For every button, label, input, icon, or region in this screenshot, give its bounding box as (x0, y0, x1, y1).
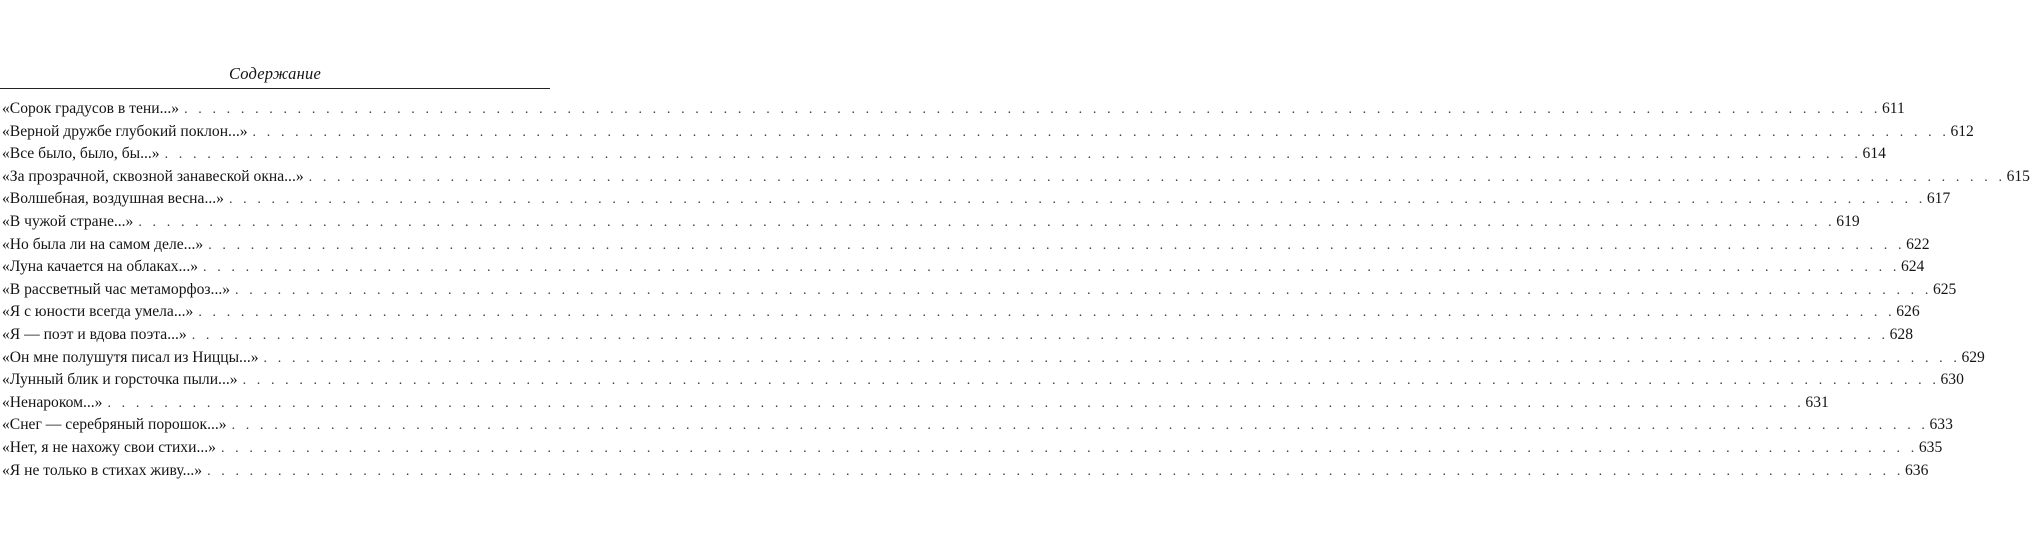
toc-entry-title: «Но была ли на самом деле...» (2, 235, 204, 253)
dot-leader: . . . . . . . . . . . . . . . . . . . . . . . . . . . . . . . . . . . . . . . . . . . . . . . . . . . . . . . . . . . . . . . . . . . . . . . . . . . . . . . . . . . . . . . . . . . . . . . . . . . . . . . . . . . . . . . . . . . . . . . . (107, 395, 1805, 411)
toc-entry (2, 437, 1943, 460)
toc-entry-title: «Он мне полушутя писал из Ниццы...» (2, 348, 259, 366)
toc-entry (2, 121, 1974, 144)
toc-entry (2, 234, 1930, 257)
toc-entry-title: «Я — поэт и вдова поэта...» (2, 325, 187, 343)
toc-entry (2, 414, 1953, 437)
dot-leader: . . . . . . . . . . . . . . . . . . . . . . . . . . . . . . . . . . . . . . . . . . . . . . . . . . . . . . . . . . . . . . . . . . . . . . . . . . . . . . . . . . . . . . . . . . . . . . . . . . . . . . . . . . . . . . . . . . . . . . . . (207, 463, 1904, 479)
page-header-title: Содержание (228, 64, 321, 83)
toc-entry-page-number: 611 (1881, 100, 1905, 117)
toc-entry-title: «Лунный блик и горсточка пыли...» (2, 371, 238, 389)
toc-entry-page-number: 630 (1940, 371, 1964, 389)
toc-entry-page-number: 617 (1926, 190, 1951, 208)
toc-entry-title: «За прозрачной, сквозной занавеской окна...» (2, 167, 304, 185)
dot-leader: . . . . . . . . . . . . . . . . . . . . . . . . . . . . . . . . . . . . . . . . . . . . . . . . . . . . . . . . . . . . . . . . . . . . . . . . . . . . . . . . . . . . . . . . . . . . . . . . . . . . . . . . . . . . . . . . . . . . . . . . (228, 192, 1926, 208)
toc-entry-page-number: 614 (1862, 145, 1886, 163)
toc-entry-page-number: 619 (1836, 212, 1860, 230)
toc-entry-title: «В чужой стране...» (2, 212, 134, 230)
dot-leader: . . . . . . . . . . . . . . . . . . . . . . . . . . . . . . . . . . . . . . . . . . . . . . . . . . . . . . . . . . . . . . . . . . . . . . . . . . . . . . . . . . . . . . . . . . . . . . . . . . . . . . . . . . . . . . . . . . . . . . . . (235, 282, 1932, 298)
toc-entry-title: «Сорок градусов в тени...» (2, 100, 180, 117)
toc-entry-title: «Все было, было, бы...» (2, 145, 160, 163)
toc-entry (2, 188, 1951, 211)
dot-leader: . . . . . . . . . . . . . . . . . . . . . . . . . . . . . . . . . . . . . . . . . . . . . . . . . . . . . . . . . . . . . . . . . . . . . . . . . . . . . . . . . . . . . . . . . . . . . . . . . . . . . . . . . . . . . . . . . . . . . . . . (208, 237, 1906, 253)
toc-entry-page-number: 633 (1929, 416, 1953, 434)
toc-entry (2, 369, 1964, 392)
toc-entry-page-number: 628 (1889, 325, 1913, 343)
toc-entry-title: «Ненароком...» (2, 393, 103, 411)
toc-entry-title: «Я не только в стихах живу...» (2, 461, 203, 479)
dot-leader: . . . . . . . . . . . . . . . . . . . . . . . . . . . . . . . . . . . . . . . . . . . . . . . . . . . . . . . . . . . . . . . . . . . . . . . . . . . . . . . . . . . . . . . . . . . . . . . . . . . . . . . . . . . . . . . . . . . . . . . . (242, 373, 1940, 389)
dot-leader: . . . . . . . . . . . . . . . . . . . . . . . . . . . . . . . . . . . . . . . . . . . . . . . . . . . . . . . . . . . . . . . . . . . . . . . . . . . . . . . . . . . . . . . . . . . . . . . . . . . . . . . . . . . . . . . . . . . . . . . . (252, 124, 1950, 140)
dot-leader: . . . . . . . . . . . . . . . . . . . . . . . . . . . . . . . . . . . . . . . . . . . . . . . . . . . . . . . . . . . . . . . . . . . . . . . . . . . . . . . . . . . . . . . . . . . . . . . . . . . . . . . . . . . . . . . . . . . . . . . . (184, 102, 1881, 117)
dot-leader: . . . . . . . . . . . . . . . . . . . . . . . . . . . . . . . . . . . . . . . . . . . . . . . . . . . . . . . . . . . . . . . . . . . . . . . . . . . . . . . . . . . . . . . . . . . . . . . . . . . . . . . . . . . . . . . . . . . . . . . . (220, 440, 1918, 456)
toc-entry-title: «В рассветный час метаморфоз...» (2, 280, 231, 298)
toc-entry-page-number: 635 (1918, 438, 1943, 456)
table-of-contents (2, 98, 2030, 482)
dot-leader: . . . . . . . . . . . . . . . . . . . . . . . . . . . . . . . . . . . . . . . . . . . . . . . . . . . . . . . . . . . . . . . . . . . . . . . . . . . . . . . . . . . . . . . . . . . . . . . . . . . . . . . . . . . . . . . . . . . . . . . . (138, 214, 1836, 230)
toc-entry-title: «Я с юности всегда умела...» (2, 303, 194, 321)
header-rule (0, 88, 550, 89)
toc-entry-title: «Верной дружбе глубокий поклон...» (2, 122, 248, 140)
toc-entry (2, 347, 1985, 370)
dot-leader: . . . . . . . . . . . . . . . . . . . . . . . . . . . . . . . . . . . . . . . . . . . . . . . . . . . . . . . . . . . . . . . . . . . . . . . . . . . . . . . . . . . . . . . . . . . . . . . . . . . . . . . . . . . . . . . . . . . . . . . . (231, 418, 1929, 434)
toc-entry-page-number: 626 (1896, 303, 1920, 321)
toc-entry-title: «Волшебная, воздушная весна...» (2, 190, 224, 208)
dot-leader: . . . . . . . . . . . . . . . . . . . . . . . . . . . . . . . . . . . . . . . . . . . . . . . . . . . . . . . . . . . . . . . . . . . . . . . . . . . . . . . . . . . . . . . . . . . . . . . . . . . . . . . . . . . . . . . . . . . . . . . . (164, 147, 1862, 163)
dot-leader: . . . . . . . . . . . . . . . . . . . . . . . . . . . . . . . . . . . . . . . . . . . . . . . . . . . . . . . . . . . . . . . . . . . . . . . . . . . . . . . . . . . . . . . . . . . . . . . . . . . . . . . . . . . . . . . . . . . . . . . . (263, 350, 1961, 366)
toc-entry (2, 460, 1929, 483)
toc-entry-page-number: 622 (1906, 235, 1930, 253)
toc-entry (2, 143, 1886, 166)
dot-leader: . . . . . . . . . . . . . . . . . . . . . . . . . . . . . . . . . . . . . . . . . . . . . . . . . . . . . . . . . . . . . . . . . . . . . . . . . . . . . . . . . . . . . . . . . . . . . . . . . . . . . . . . . . . . . . . . . . . . . . . . (198, 305, 1896, 321)
toc-entry-title: «Луна качается на облаках...» (2, 258, 199, 276)
toc-entry-page-number: 612 (1950, 122, 1974, 140)
toc-entry (2, 211, 1860, 234)
toc-entry (2, 256, 1925, 279)
toc-entry-page-number: 631 (1805, 393, 1829, 411)
dot-leader: . . . . . . . . . . . . . . . . . . . . . . . . . . . . . . . . . . . . . . . . . . . . . . . . . . . . . . . . . . . . . . . . . . . . . . . . . . . . . . . . . . . . . . . . . . . . . . . . . . . . . . . . . . . . . . . . . . . . . . . . (308, 169, 2006, 185)
toc-entry (2, 324, 1913, 347)
toc-entry-page-number: 629 (1961, 348, 1985, 366)
toc-entry (2, 98, 1905, 121)
toc-entry-page-number: 624 (1900, 258, 1925, 276)
toc-entry-title: «Нет, я не нахожу свои стихи...» (2, 438, 216, 456)
toc-entry (2, 279, 1957, 302)
toc-entry (2, 392, 1829, 415)
toc-entry-title: «Снег — серебряный порошок...» (2, 416, 227, 434)
toc-entry (2, 166, 2030, 189)
toc-entry-page-number: 636 (1904, 461, 1929, 479)
toc-entry-page-number: 615 (2006, 167, 2030, 185)
toc-entry (2, 301, 1920, 324)
dot-leader: . . . . . . . . . . . . . . . . . . . . . . . . . . . . . . . . . . . . . . . . . . . . . . . . . . . . . . . . . . . . . . . . . . . . . . . . . . . . . . . . . . . . . . . . . . . . . . . . . . . . . . . . . . . . . . . . . . . . . . . . (191, 327, 1889, 343)
toc-entry-page-number: 625 (1932, 280, 1957, 298)
dot-leader: . . . . . . . . . . . . . . . . . . . . . . . . . . . . . . . . . . . . . . . . . . . . . . . . . . . . . . . . . . . . . . . . . . . . . . . . . . . . . . . . . . . . . . . . . . . . . . . . . . . . . . . . . . . . . . . . . . . . . . . . (203, 260, 1900, 276)
